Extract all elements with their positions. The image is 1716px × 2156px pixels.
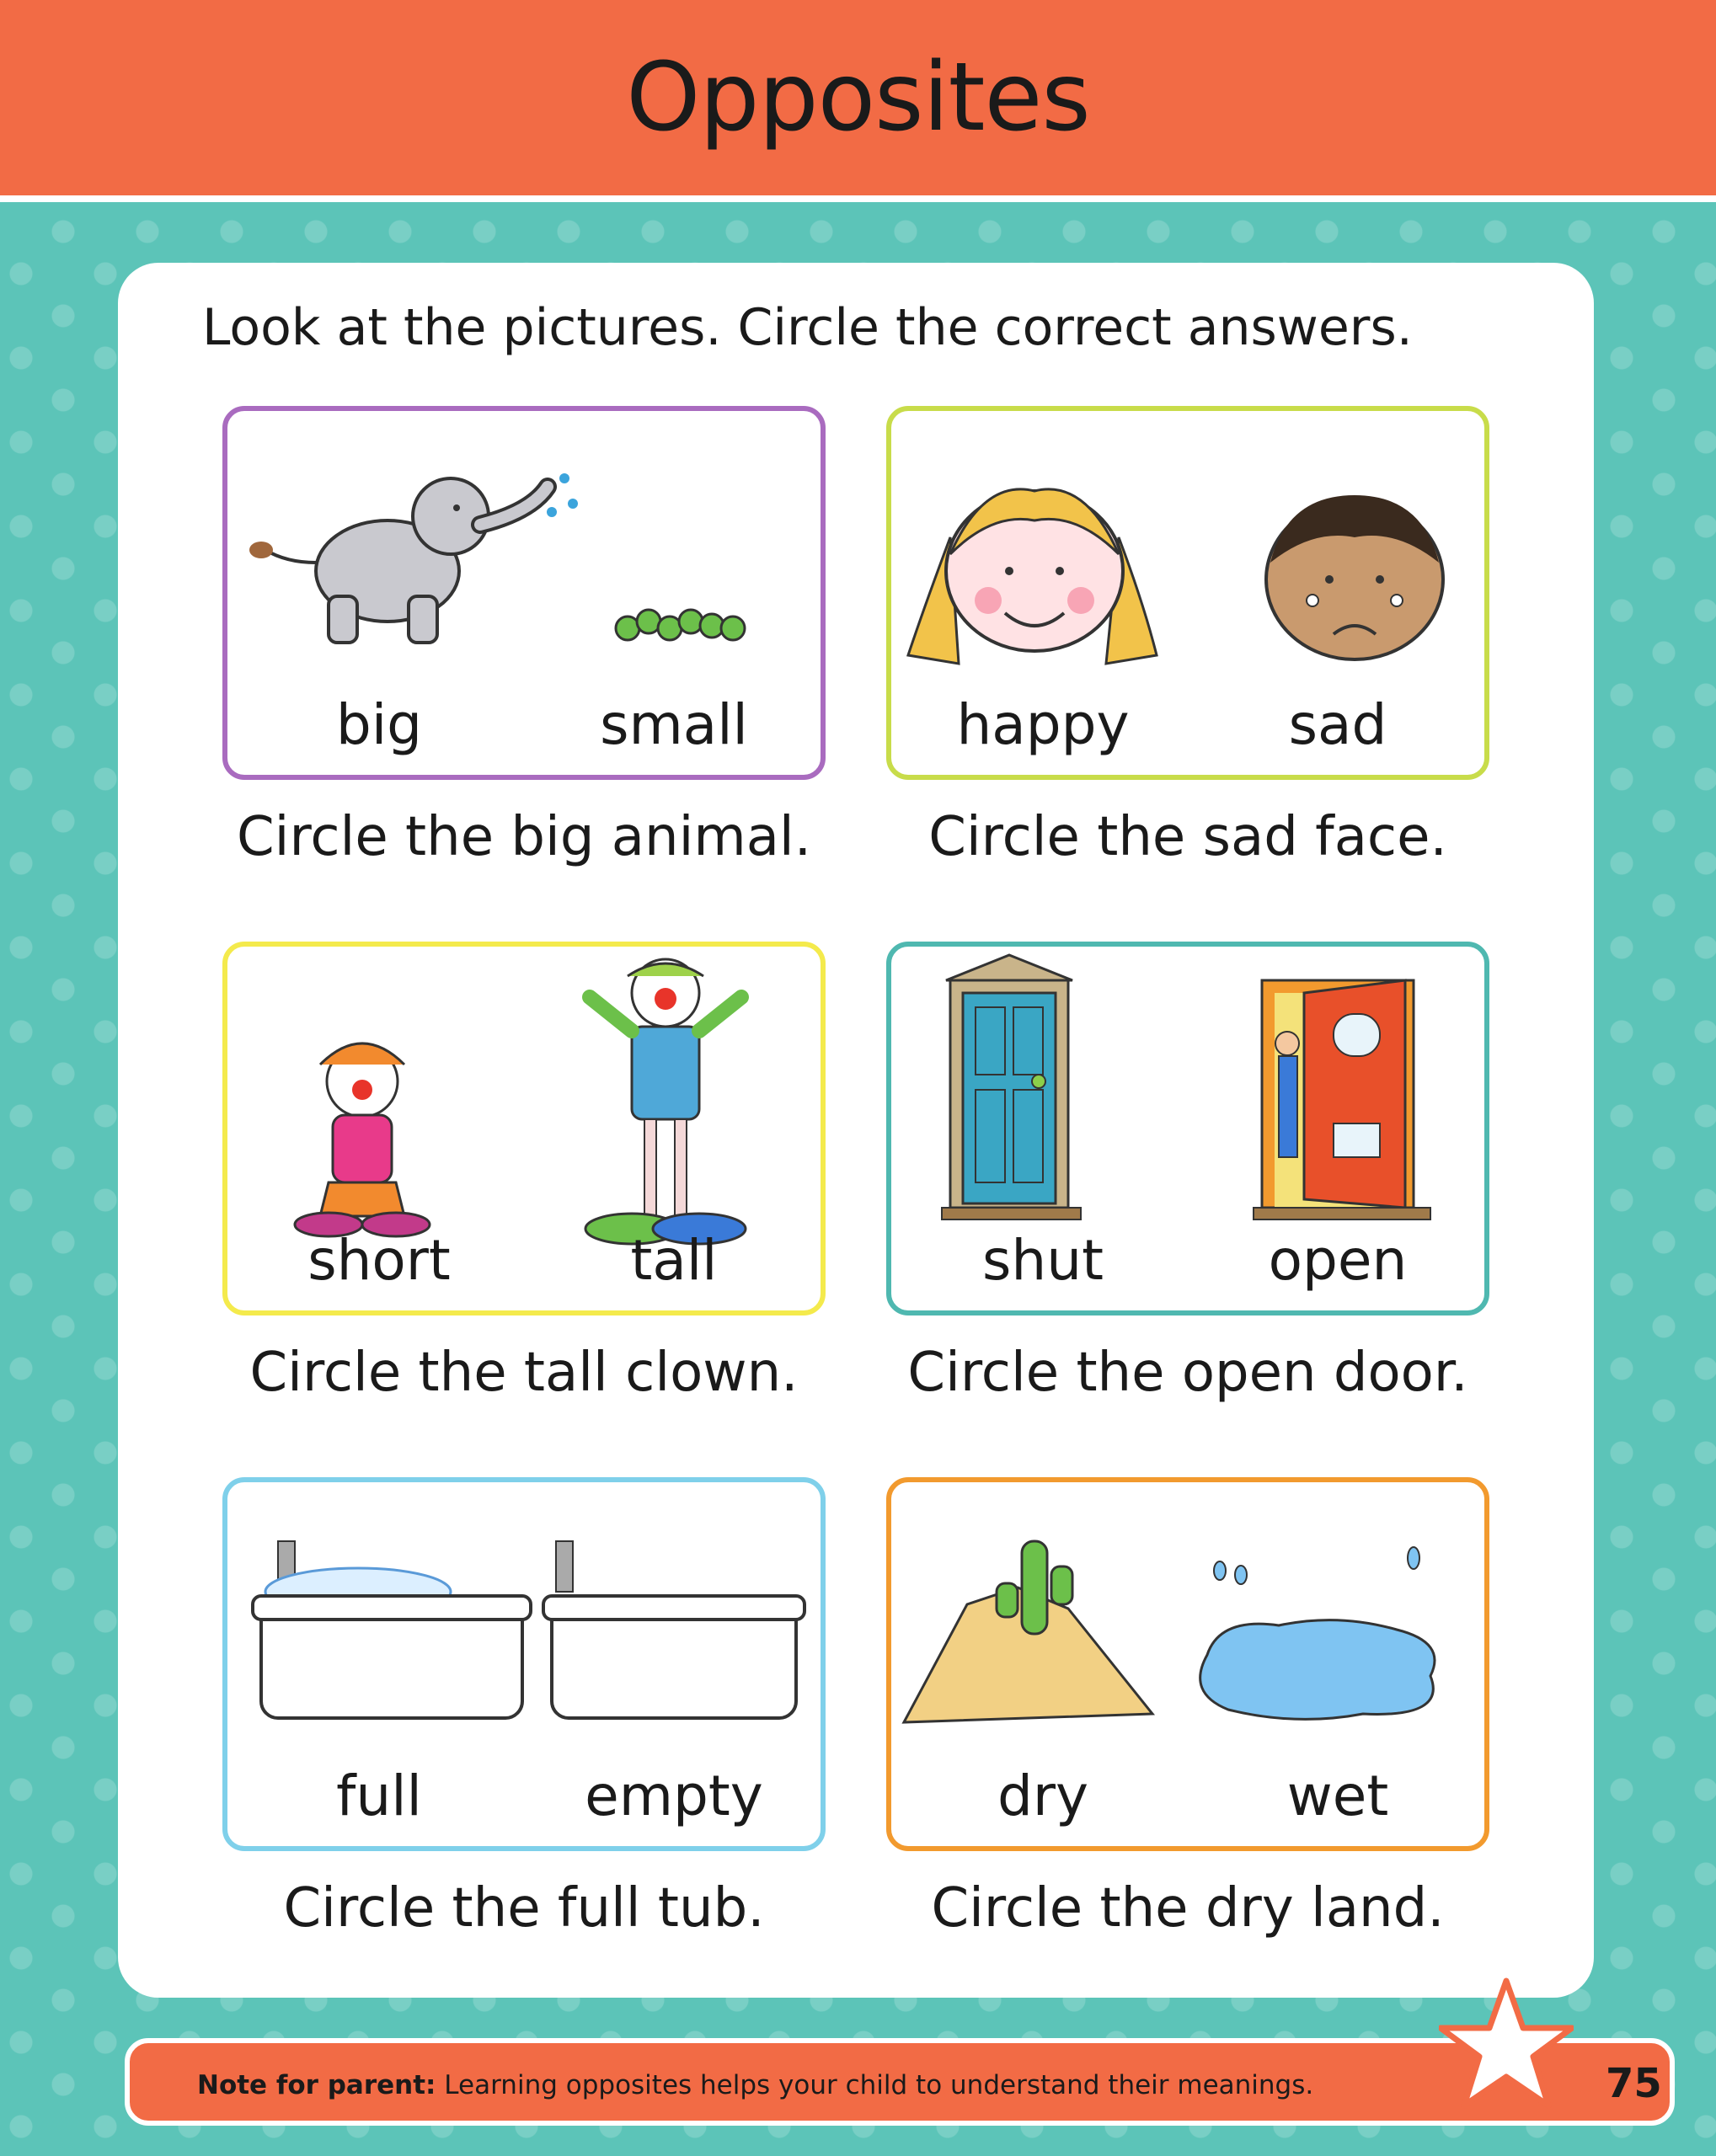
card-happy-sad: [886, 406, 1489, 780]
word-shut[interactable]: shut: [982, 1228, 1104, 1293]
page-header: [0, 0, 1716, 202]
caterpillar-icon: [616, 610, 745, 640]
word-small[interactable]: small: [600, 692, 748, 757]
worksheet-panel: [118, 263, 1594, 1998]
page-title: Opposites: [626, 43, 1090, 152]
word-dry[interactable]: dry: [997, 1764, 1089, 1828]
word-happy[interactable]: happy: [956, 692, 1130, 757]
word-open[interactable]: open: [1268, 1228, 1408, 1293]
open-door-icon: [1254, 980, 1430, 1219]
word-tall[interactable]: tall: [630, 1228, 718, 1293]
elephant-icon: [249, 473, 578, 643]
note-text: Learning opposites helps your child to understand their meanings.: [436, 2070, 1314, 2100]
short-clown-icon: [295, 1043, 430, 1236]
star-icon: [1439, 1976, 1574, 2119]
prompt-full-tub: Circle the full tub.: [283, 1877, 765, 1940]
full-tub-icon: [253, 1541, 531, 1718]
word-big[interactable]: big: [335, 692, 423, 757]
shut-door-icon: [942, 955, 1081, 1219]
page-number: 75: [1606, 2060, 1662, 2107]
desert-cactus-icon: [904, 1541, 1152, 1722]
tall-clown-icon: [585, 959, 746, 1244]
word-short[interactable]: short: [307, 1228, 451, 1293]
note-label: Note for parent:: [197, 2070, 436, 2100]
prompt-tall-clown: Circle the tall clown.: [249, 1342, 799, 1404]
word-full[interactable]: full: [336, 1764, 422, 1828]
card-dry-wet: [886, 1477, 1489, 1851]
prompt-big-animal: Circle the big animal.: [236, 806, 812, 868]
happy-girl-face-icon: [908, 489, 1157, 664]
empty-tub-icon: [543, 1541, 805, 1718]
card-full-empty: [222, 1477, 826, 1851]
card-shut-open: [886, 942, 1489, 1315]
instruction-text: Look at the pictures. Circle the correct answers.: [202, 298, 1413, 357]
sad-boy-face-icon: [1266, 495, 1443, 659]
card-short-tall: [222, 942, 826, 1315]
prompt-sad-face: Circle the sad face.: [928, 806, 1447, 868]
prompt-dry-land: Circle the dry land.: [931, 1877, 1445, 1940]
word-sad[interactable]: sad: [1288, 692, 1387, 757]
puddle-icon: [1200, 1547, 1435, 1719]
card-big-small: [222, 406, 826, 780]
word-empty[interactable]: empty: [585, 1764, 763, 1828]
prompt-open-door: Circle the open door.: [907, 1342, 1468, 1404]
parent-note: [197, 2070, 1313, 2100]
word-wet[interactable]: wet: [1286, 1764, 1389, 1828]
